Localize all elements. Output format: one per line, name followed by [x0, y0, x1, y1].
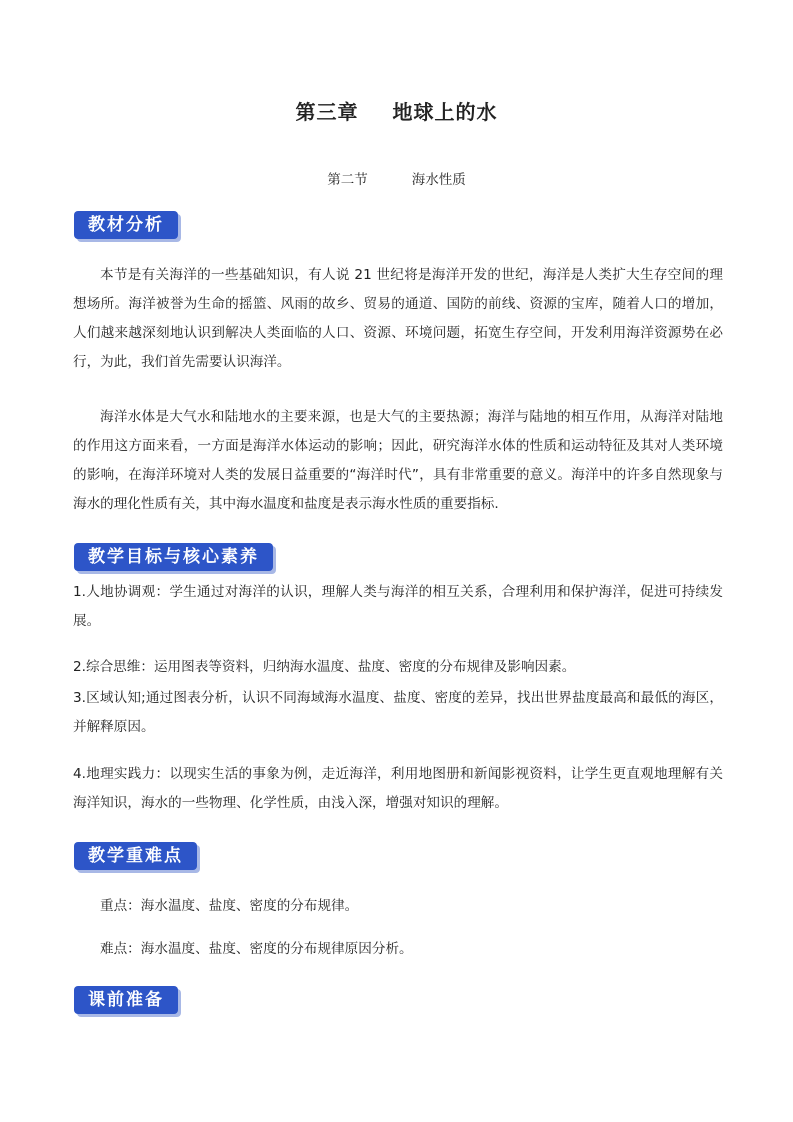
section-name: 海水性质 — [411, 172, 466, 188]
analysis-heading: 教材分析 — [74, 211, 178, 239]
goal-item-2: 2.综合思维：运用图表等资料，归纳海水温度、盐度、密度的分布规律及影响因素。 — [73, 659, 576, 675]
chapter-name: 地球上的水 — [392, 100, 498, 124]
section-title — [0, 168, 793, 188]
analysis-paragraph-2: 海洋水体是大气水和陆地水的主要来源，也是大气的主要热源；海洋与陆地的相互作用，从海洋对陆地的作用这方面来看，一方面是海洋水体运动的影响；因此，研究海洋水体的性质和运动特征及其对人类环境的影响，在海洋环境对人类的发展日益重要的“海洋时代”，具有非常重要的意义。海洋中的许多自然现象与海水的理化性质有关，其中海水温度和盐度是表示海水性质的重要指标. — [73, 409, 723, 512]
chapter-number: 第三章 — [295, 100, 359, 124]
key-difficulty: 难点：海水温度、盐度、密度的分布规律原因分析。 — [100, 941, 413, 957]
section-number: 第二节 — [327, 172, 368, 188]
analysis-paragraph-1: 本节是有关海洋的一些基础知识，有人说 21 世纪将是海洋开发的世纪，海洋是人类扩大生存空间的理想场所。海洋被誉为生命的摇篮、风雨的故乡、贸易的通道、国防的前线、资源的宝库，随着人口的增加，人们越来越深刻地认识到解决人类面临的人口、资源、环境问题，拓宽生存空间，开发利用海洋资源势在必行，为此，我们首先需要认识海洋。 — [73, 267, 723, 370]
goal-item-1: 1.人地协调观：学生通过对海洋的认识，理解人类与海洋的相互关系，合理利用和保护海洋，促进可持续发展。 — [73, 584, 723, 629]
chapter-title — [0, 96, 793, 125]
prep-heading: 课前准备 — [74, 986, 178, 1014]
goals-heading: 教学目标与核心素养 — [74, 543, 273, 571]
goal-item-3: 3.区域认知;通过图表分析，认识不同海域海水温度、盐度、密度的差异，找出世界盐度最高和最低的海区，并解释原因。 — [73, 690, 723, 735]
key-focus: 重点：海水温度、盐度、密度的分布规律。 — [100, 898, 359, 914]
goal-item-4: 4.地理实践力：以现实生活的事象为例，走近海洋，利用地图册和新闻影视资料，让学生更直观地理解有关海洋知识，海水的一些物理、化学性质，由浅入深，增强对知识的理解。 — [73, 766, 723, 811]
keypoints-heading: 教学重难点 — [74, 842, 197, 870]
